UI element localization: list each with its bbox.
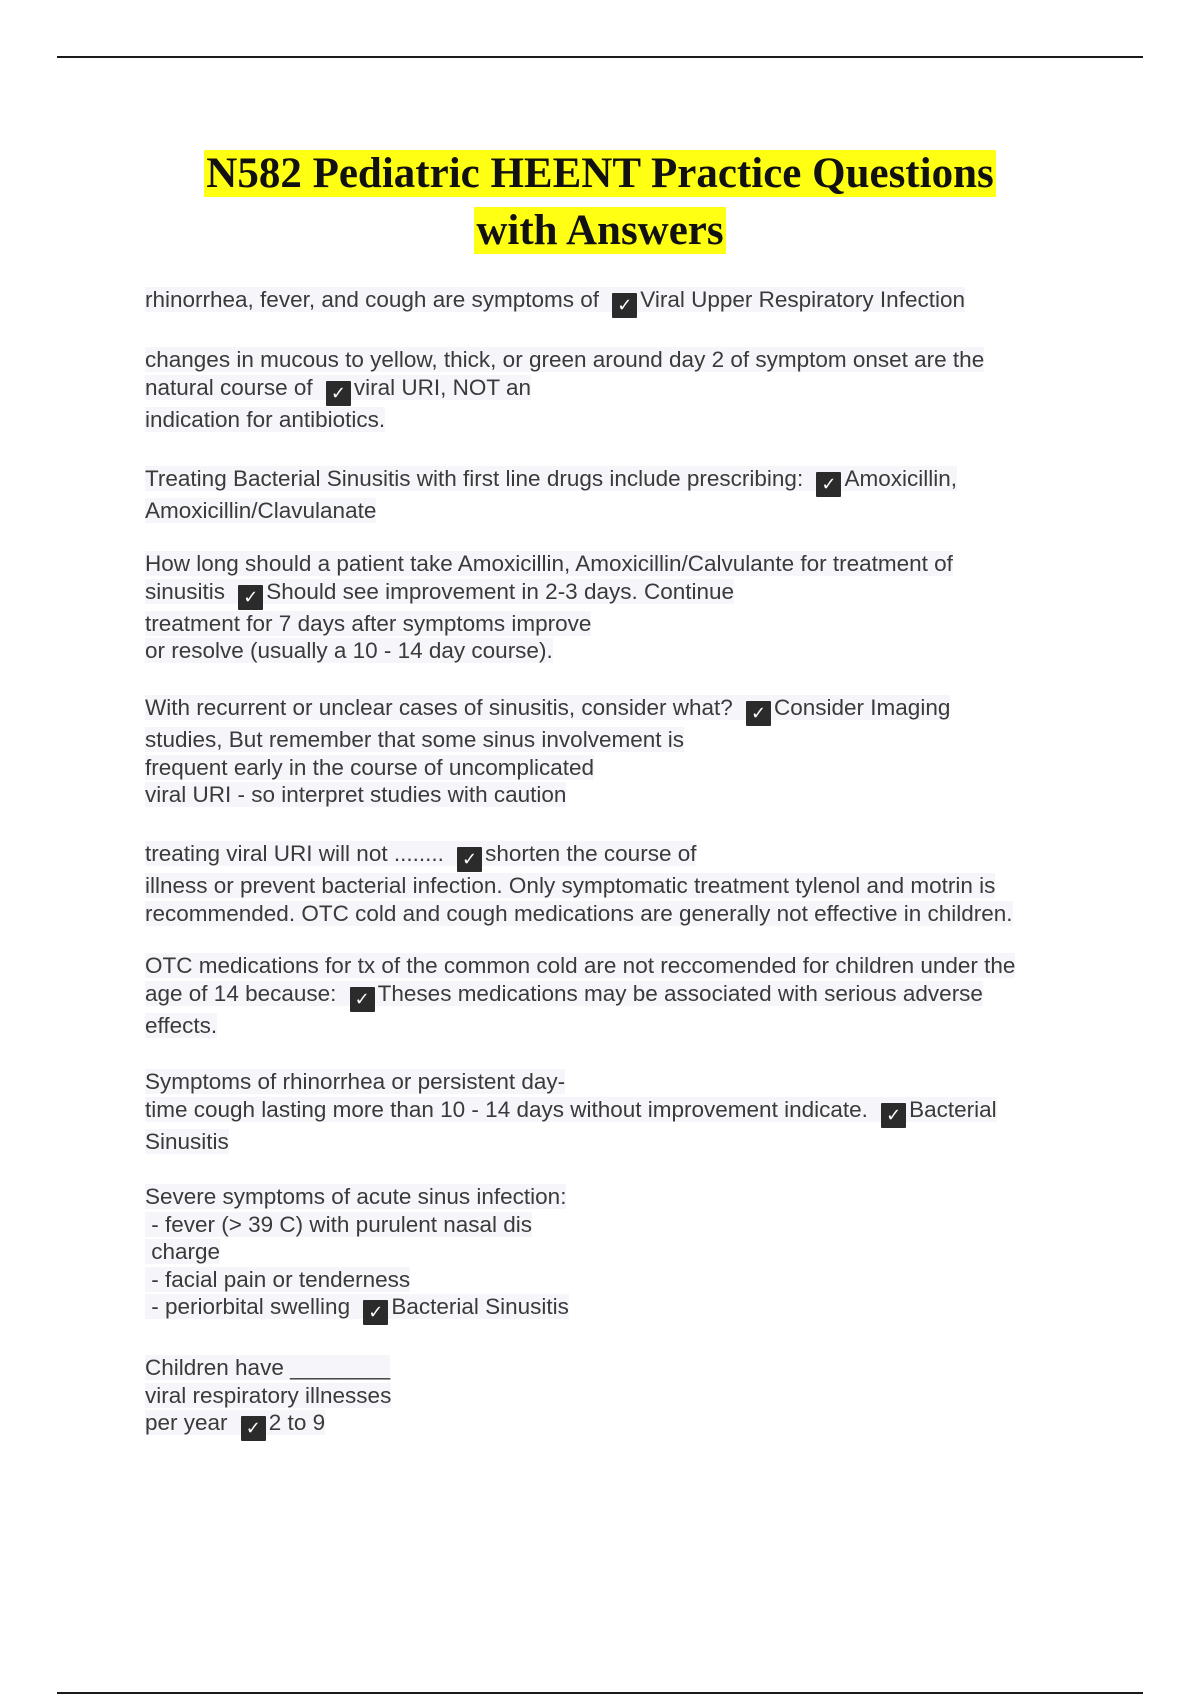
answer-text: illness or prevent bacterial infection. Only symptomatic treatment tylenol and motrin is: [145, 873, 996, 898]
checkmark-icon: ✓: [457, 847, 482, 872]
question-text: - periorbital swelling: [145, 1294, 357, 1319]
answer-text: 2 to 9: [268, 1410, 326, 1435]
answer-text: shorten the course of: [485, 841, 697, 866]
title-line-2: with Answers: [476, 207, 724, 254]
question-text: OTC medications for tx of the common cold are not reccomended for children under the: [145, 953, 1016, 978]
answer-text: Bacterial Sinusitis: [391, 1294, 569, 1319]
checkmark-icon: ✓: [881, 1103, 906, 1128]
checkmark-icon: ✓: [612, 293, 637, 318]
qa-line: [145, 1012, 1085, 1040]
question-answer-item: [145, 346, 1085, 433]
qa-line: [145, 980, 1085, 1012]
qa-line: [145, 1238, 1085, 1266]
qa-line: [145, 578, 1085, 610]
question-text: changes in mucous to yellow, thick, or green around day 2 of symptom onset are the: [145, 347, 985, 372]
qa-line: [145, 374, 1085, 406]
qa-line: [145, 694, 1085, 726]
question-text: Severe symptoms of acute sinus infection:: [145, 1184, 567, 1209]
qa-line: [145, 497, 1085, 525]
question-text: treating viral URI will not ........: [145, 841, 451, 866]
qa-line: [145, 346, 1085, 374]
question-text: rhinorrhea, fever, and cough are symptoms of: [145, 287, 606, 312]
qa-line: [145, 726, 1085, 754]
question-text: viral respiratory illnesses: [145, 1382, 392, 1408]
qa-line: [145, 754, 1085, 782]
answer-text: or resolve (usually a 10 - 14 day course).: [145, 638, 553, 663]
qa-line: [145, 1096, 1085, 1128]
answer-text: effects.: [145, 1012, 218, 1038]
qa-line: [145, 781, 1085, 809]
question-text: With recurrent or unclear cases of sinusitis, consider what?: [145, 695, 739, 720]
question-text: - fever (> 39 C) with purulent nasal dis: [145, 1211, 533, 1237]
answer-text: Viral Upper Respiratory Infection: [640, 287, 965, 312]
answer-text: Bacterial: [909, 1096, 997, 1122]
question-answer-item: [145, 550, 1085, 665]
question-text: How long should a patient take Amoxicillin, Amoxicillin/Calvulante for treatment of: [145, 551, 953, 576]
answer-text: frequent early in the course of uncomplicated: [145, 754, 595, 780]
qa-line: [145, 637, 1085, 665]
question-text: Treating Bacterial Sinusitis with first line drugs include prescribing:: [145, 466, 810, 491]
checkmark-icon: ✓: [363, 1300, 388, 1325]
top-rule: [57, 56, 1143, 58]
answer-text: recommended. OTC cold and cough medications are generally not effective in children.: [145, 900, 1013, 926]
qa-line: [145, 406, 1085, 434]
answer-text: Should see improvement in 2-3 days. Continue: [266, 578, 735, 604]
answer-text: studies, But remember that some sinus involvement is: [145, 727, 684, 752]
question-text: per year: [145, 1410, 234, 1435]
qa-line: [145, 1183, 1085, 1211]
question-text: charge: [145, 1239, 221, 1264]
answer-text: viral URI - so interpret studies with caution: [145, 782, 567, 807]
answer-text: Amoxicillin,: [844, 466, 957, 491]
qa-line: [145, 286, 1085, 318]
qa-line: [145, 1211, 1085, 1239]
qa-line: [145, 1409, 1085, 1441]
question-text: age of 14 because:: [145, 980, 343, 1006]
qa-line: [145, 1068, 1085, 1096]
checkmark-icon: ✓: [326, 381, 351, 406]
question-answer-item: [145, 286, 1085, 318]
qa-line: [145, 1382, 1085, 1410]
qa-line: [145, 1128, 1085, 1156]
checkmark-icon: ✓: [238, 585, 263, 610]
answer-text: Consider Imaging: [774, 695, 951, 720]
qa-line: [145, 1354, 1085, 1382]
question-text: - facial pain or tenderness: [145, 1266, 411, 1292]
question-answer-item: [145, 465, 1085, 525]
question-text: sinusitis: [145, 578, 232, 604]
qa-line: [145, 610, 1085, 638]
question-answer-item: [145, 694, 1085, 809]
answer-text: treatment for 7 days after symptoms improve: [145, 610, 592, 636]
checkmark-icon: ✓: [241, 1416, 266, 1441]
checkmark-icon: ✓: [350, 987, 375, 1012]
answer-text: indication for antibiotics.: [145, 406, 386, 432]
question-text: natural course of: [145, 374, 319, 400]
bottom-rule: [57, 1692, 1143, 1694]
question-text: time cough lasting more than 10 - 14 days without improvement indicate.: [145, 1096, 875, 1122]
qa-line: [145, 465, 1085, 497]
qa-line: [145, 1293, 1085, 1325]
page-title: [100, 145, 1100, 259]
qa-line: [145, 550, 1085, 578]
checkmark-icon: ✓: [746, 701, 771, 726]
qa-line: [145, 840, 1085, 872]
answer-text: Theses medications may be associated with serious adverse: [377, 980, 983, 1006]
answer-text: Amoxicillin/Clavulanate: [145, 498, 377, 523]
qa-line: [145, 872, 1085, 900]
question-text: Children have ________: [145, 1355, 391, 1380]
qa-line: [145, 1266, 1085, 1294]
question-answer-item: [145, 1068, 1085, 1155]
question-answer-item: [145, 1183, 1085, 1325]
question-answer-item: [145, 1354, 1085, 1441]
qa-line: [145, 952, 1085, 980]
answer-text: viral URI, NOT an: [353, 374, 531, 400]
question-answer-item: [145, 840, 1085, 927]
title-line-1: N582 Pediatric HEENT Practice Questions: [206, 150, 994, 197]
question-text: Symptoms of rhinorrhea or persistent day-: [145, 1069, 566, 1094]
answer-text: Sinusitis: [145, 1128, 229, 1154]
qa-line: [145, 900, 1085, 928]
question-answer-item: [145, 952, 1085, 1039]
checkmark-icon: ✓: [816, 472, 841, 497]
